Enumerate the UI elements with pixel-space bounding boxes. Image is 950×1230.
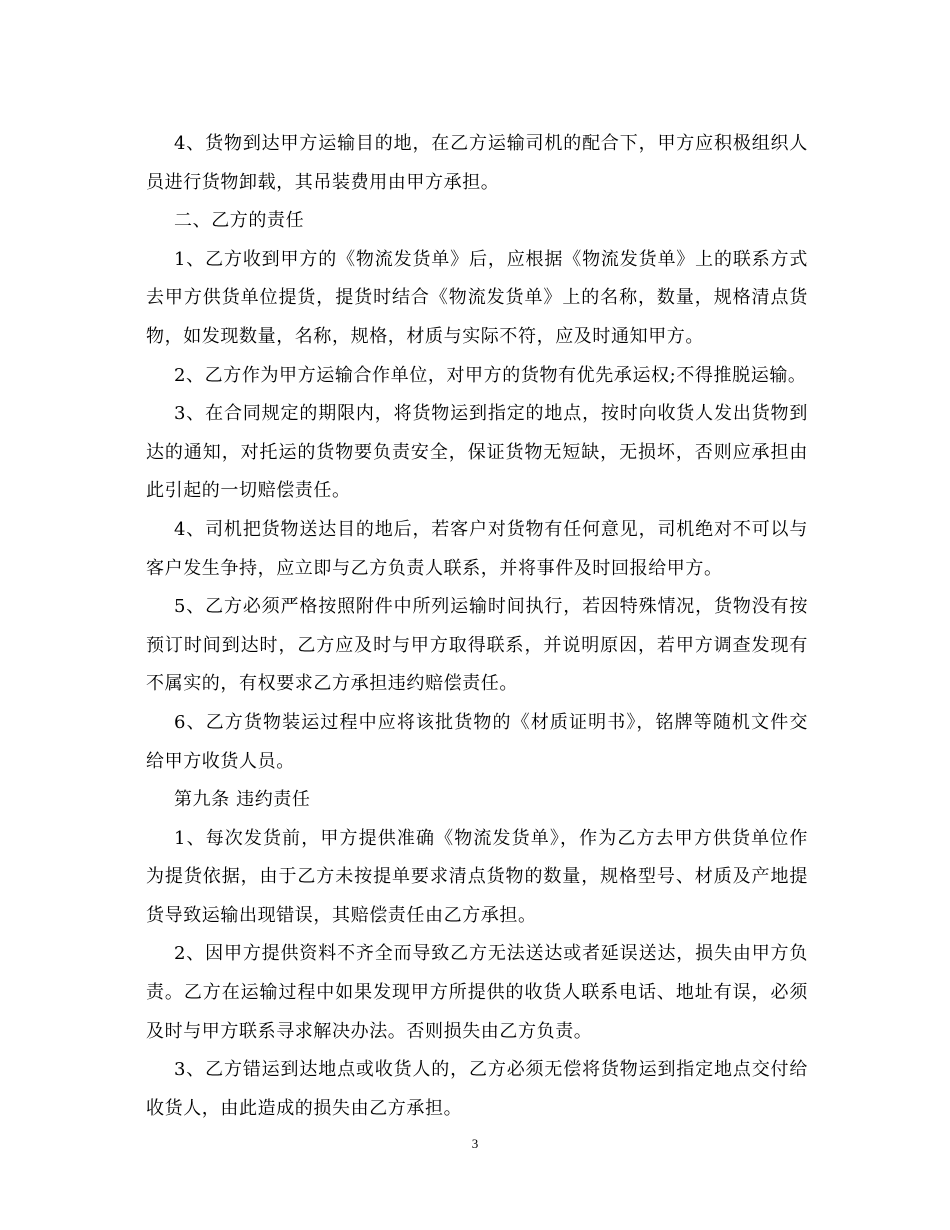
paragraph-b-1-pickup: 1、乙方收到甲方的《物流发货单》后，应根据《物流发货单》上的联系方式去甲方供货单位提货，提货时结合《物流发货单》上的名称，数量，规格清点货物，如发现数量，名称，规格，材质与实际不符，应及时通知甲方。 <box>146 248 808 347</box>
paragraph-item-4-unloading: 4、货物到达甲方运输目的地，在乙方运输司机的配合下，甲方应积极组织人员进行货物卸载，其吊装费用由甲方承担。 <box>146 133 808 193</box>
paragraph-breach-3-wrong-delivery: 3、乙方错运到达地点或收货人的，乙方必须无偿将货物运到指定地点交付给收货人，由此造成的损失由乙方承担。 <box>146 1059 808 1119</box>
paragraph-b-5-transport-schedule: 5、乙方必须严格按照附件中所列运输时间执行，若因特殊情况，货物没有按预订时间到达时，乙方应及时与甲方取得联系，并说明原因，若甲方调查发现有不属实的，有权要求乙方承担违约赔偿责任。 <box>146 596 808 695</box>
paragraph-b-6-documents: 6、乙方货物装运过程中应将该批货物的《材质证明书》，铭牌等随机文件交给甲方收货人员。 <box>146 711 808 772</box>
article-heading-breach-liability: 第九条 违约责任 <box>174 789 311 811</box>
paragraph-breach-1-dispatch-note: 1、每次发货前，甲方提供准确《物流发货单》，作为乙方去甲方供货单位作为提货依据，由于乙方未按提单要求清点货物的数量，规格型号、材质及产地提货导致运输出现错误，其赔偿责任由乙方承担。 <box>146 827 808 926</box>
paragraph-b-2-priority-carriage: 2、乙方作为甲方运输合作单位，对甲方的货物有优先承运权;不得推脱运输。 <box>174 364 807 386</box>
paragraph-breach-2-incomplete-info: 2、因甲方提供资料不齐全而导致乙方无法送达或者延误送达，损失由甲方负责。乙方在运输过程中如果发现甲方所提供的收货人联系电话、地址有误，必须及时与甲方联系寻求解决办法。否则损失由乙方负责。 <box>146 943 808 1042</box>
page-number: 3 <box>471 1136 479 1151</box>
section-heading-party-b-responsibility: 二、乙方的责任 <box>174 210 305 232</box>
paragraph-b-3-delivery-deadline: 3、在合同规定的期限内，将货物运到指定的地点，按时向收货人发出货物到达的通知，对托运的货物要负责安全，保证货物无短缺，无损坏，否则应承担由此引起的一切赔偿责任。 <box>146 403 808 502</box>
paragraph-b-4-driver-conduct: 4、司机把货物送达目的地后，若客户对货物有任何意见，司机绝对不可以与客户发生争持，应立即与乙方负责人联系，并将事件及时回报给甲方。 <box>146 518 808 579</box>
document-body <box>146 125 808 1128</box>
